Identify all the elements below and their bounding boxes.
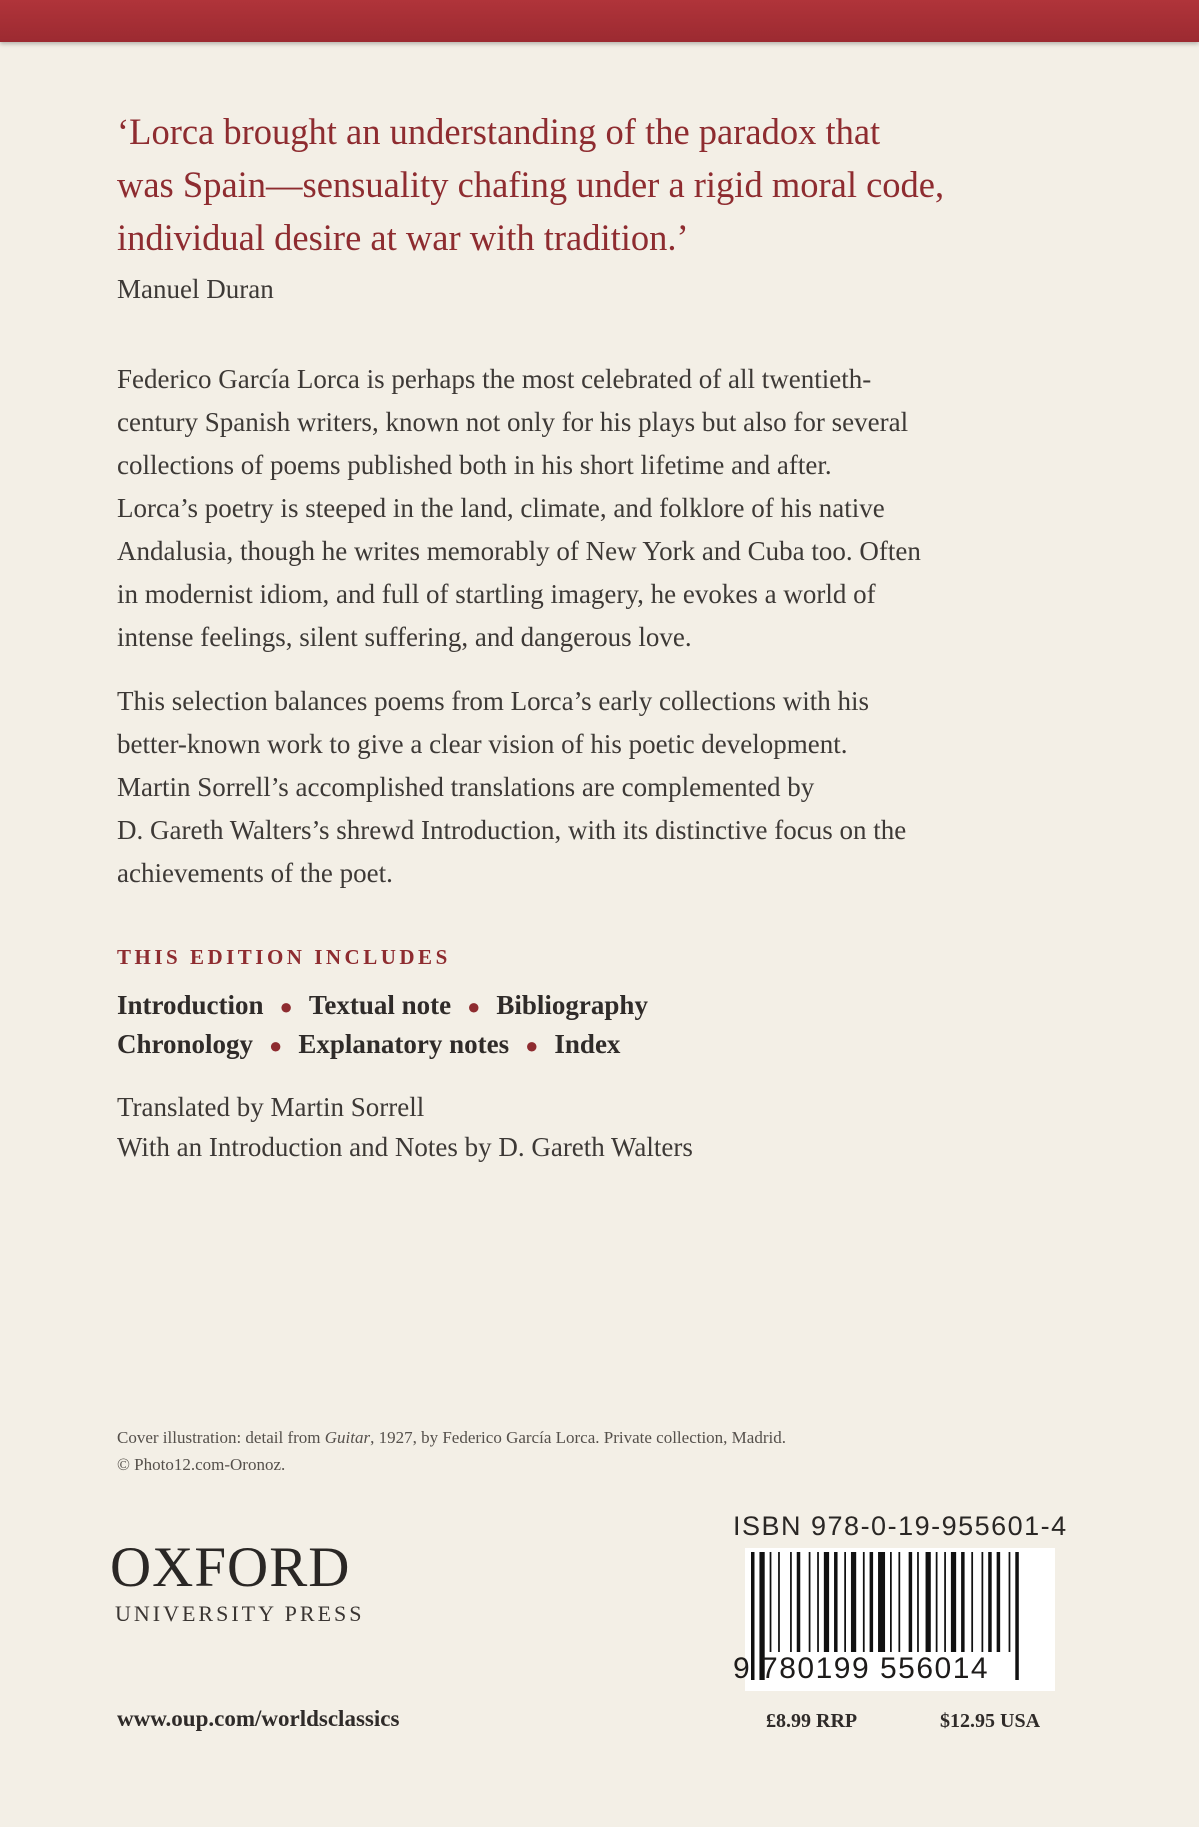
edition-heading: THIS EDITION INCLUDES: [117, 945, 451, 969]
barcode-bar: [797, 1552, 801, 1652]
barcode-bar: [898, 1552, 900, 1652]
bullet-icon: ●: [467, 994, 481, 1019]
cover-note-prefix: Cover illustration: detail from: [117, 1428, 325, 1447]
barcode-bar: [824, 1552, 829, 1652]
edition-item: Index: [554, 1029, 621, 1059]
translator-credit: Translated by Martin Sorrell: [117, 1092, 425, 1122]
cover-illustration-note: [117, 1424, 1017, 1478]
barcode-bar: [997, 1552, 1001, 1652]
barcode-bar: [909, 1552, 913, 1652]
barcode-bar: [870, 1552, 874, 1652]
edition-item: Textual note: [308, 990, 452, 1020]
pull-quote: ‘Lorca brought an understanding of the paradox that was Spain—sensuality chafing under a rigid moral code, individual desire at war with tradition.’: [117, 111, 945, 258]
barcode-bar: [817, 1552, 819, 1652]
top-color-band: [0, 0, 1199, 42]
barcode-bar: [971, 1552, 973, 1652]
cover-note-suffix: , 1927, by Federico García Lorca. Private collection, Madrid.: [370, 1428, 786, 1447]
barcode-bar: [961, 1552, 965, 1652]
barcode-bar: [878, 1552, 885, 1652]
publisher-subtitle: UNIVERSITY PRESS: [115, 1601, 365, 1626]
cover-note-title: Guitar: [324, 1428, 371, 1447]
quote-attribution: Manuel Duran: [117, 274, 274, 304]
barcode-bar: [1015, 1552, 1019, 1680]
edition-item: Chronology: [117, 1029, 254, 1059]
isbn-label: ISBN 978-0-19-955601-4: [733, 1511, 1068, 1541]
edition-item: Bibliography: [496, 990, 648, 1020]
barcode-bar: [917, 1552, 919, 1652]
edition-item: Explanatory notes: [298, 1029, 510, 1059]
barcode-bar: [988, 1552, 992, 1652]
edition-items-row-1: [117, 990, 1097, 1021]
bullet-icon: ●: [269, 1033, 283, 1058]
barcode-bar: [1009, 1552, 1011, 1652]
publisher-website: www.oup.com/worldsclassics: [117, 1706, 400, 1731]
price-gbp: £8.99 RRP: [766, 1710, 858, 1732]
barcode-bar: [951, 1552, 956, 1652]
barcode-bar: [790, 1552, 792, 1652]
barcode-bar: [851, 1552, 856, 1652]
price-usd: $12.95 USA: [940, 1710, 1041, 1732]
introduction-credit: With an Introduction and Notes by D. Gareth Walters: [117, 1132, 693, 1162]
description-paragraph-2: This selection balances poems from Lorca’s early collections with his better-known work to give a clear vision of his poetic development. Martin Sorrell’s accomplished translations are complemented by D. Gareth Walters’s shrewd Introduction, with its distinctive focus on the achievements of the poet.: [117, 686, 907, 888]
barcode-bar: [944, 1552, 946, 1652]
bullet-icon: ●: [279, 994, 293, 1019]
barcode-bar: [809, 1552, 811, 1652]
barcode-bar: [890, 1552, 892, 1652]
publisher-logo: OXFORD: [110, 1536, 351, 1599]
barcode-bar: [844, 1552, 846, 1652]
description-paragraph-1: Federico García Lorca is perhaps the most celebrated of all twentieth- century Spanish writers, known not only for his plays but also for several collections of poems published both in his short lifetime and after. Lorca’s poetry is steeped in the land, climate, and folklore of his native Andalusia, though he writes memorably of New York and Cuba too. Often in modernist idiom, and full of startling imagery, he evokes a world of intense feelings, silent suffering, and dangerous love.: [117, 364, 921, 652]
barcode-bar: [863, 1552, 865, 1652]
barcode-digits: 9 780199 556014: [733, 1652, 990, 1685]
edition-item: Introduction: [117, 990, 264, 1020]
barcode-bar: [936, 1552, 938, 1652]
barcode-bar: [770, 1552, 772, 1652]
bullet-icon: ●: [525, 1033, 539, 1058]
edition-items-row-2: [117, 1029, 1097, 1060]
barcode-bar: [834, 1552, 838, 1652]
barcode-bar: [926, 1552, 931, 1652]
barcode-bar: [778, 1552, 780, 1652]
barcode-bar: [982, 1552, 984, 1652]
cover-note-copyright: © Photo12.com-Oronoz.: [117, 1455, 286, 1474]
